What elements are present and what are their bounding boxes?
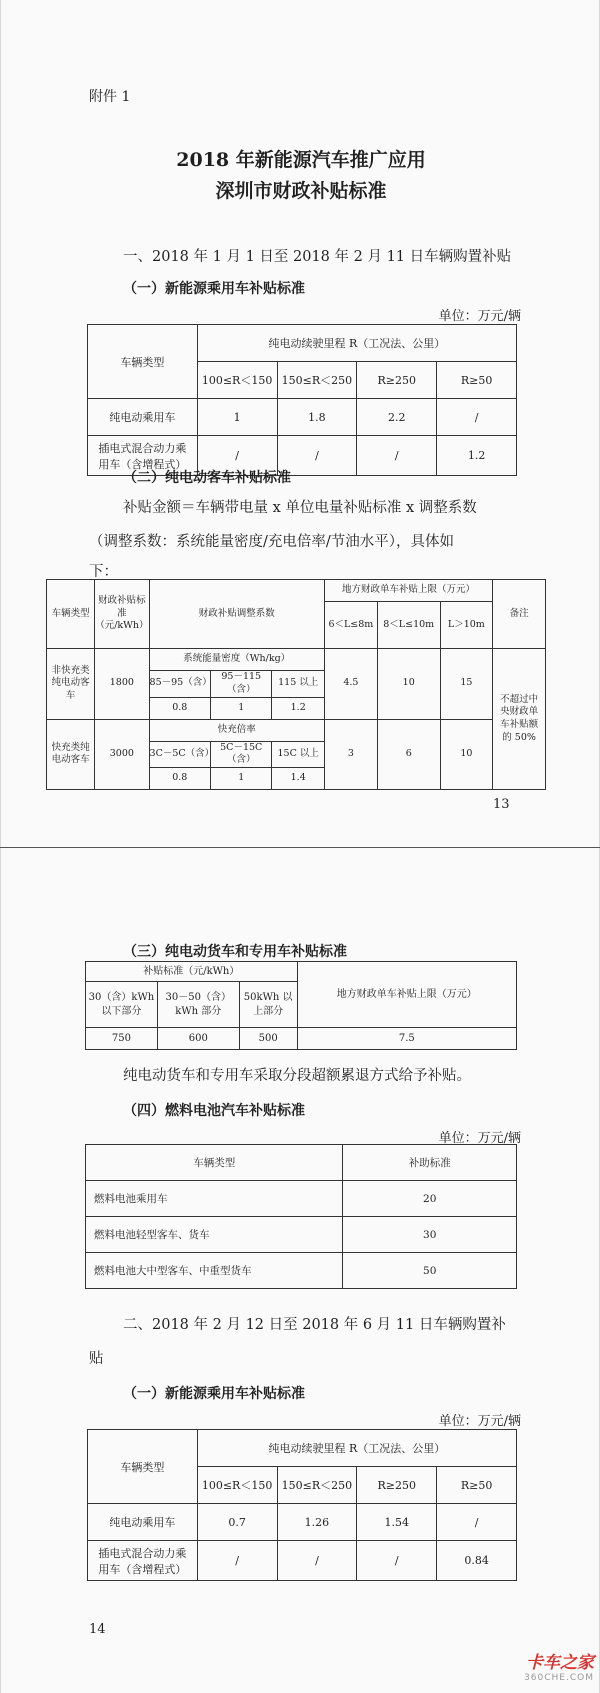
bus-subsidy-table — [46, 579, 546, 790]
coef-value: 1.2 — [272, 697, 324, 719]
watermark-main: 卡车之家 — [526, 1653, 594, 1673]
cell-value: 0.7 — [197, 1504, 277, 1541]
cell-value: 0.84 — [437, 1541, 517, 1581]
cell-value: 1 — [197, 399, 277, 436]
limit-value: 15 — [440, 649, 493, 720]
coef-range: 95－115（含） — [211, 671, 272, 698]
row-label: 纯电动乘用车 — [88, 399, 198, 436]
table-row — [88, 1541, 517, 1581]
header-vehicle-type: 车辆类型 — [88, 325, 198, 399]
header-std: 财政补贴标准（元/kWh） — [95, 580, 149, 649]
header-range: 纯电动续驶里程 R（工况法、公里） — [197, 325, 516, 362]
sub3-heading: （三）纯电动货车和专用车补贴标准 — [123, 944, 347, 960]
paragraph-line: 下： — [89, 564, 118, 580]
header-range-col: 100≤R＜150 — [197, 362, 277, 399]
header-note: 备注 — [493, 580, 546, 649]
coef-value: 0.8 — [149, 697, 210, 719]
row-label: 插电式混合动力乘用车（含增程式） — [88, 436, 198, 476]
row-std: 3000 — [95, 719, 149, 790]
coef-range: 3C－5C（含） — [149, 741, 210, 768]
cell-value: / — [437, 399, 517, 436]
passenger-car-table-2 — [87, 1429, 517, 1581]
table-row — [86, 1217, 517, 1253]
cell-value: / — [197, 1541, 277, 1581]
coef-title: 系统能量密度（Wh/kg） — [149, 649, 324, 671]
coef-range: 115 以上 — [272, 671, 324, 698]
header-coef: 财政补贴调整系数 — [149, 580, 324, 649]
header-limit-col: 8＜L≤10m — [377, 602, 440, 649]
passenger-car-table — [87, 324, 517, 476]
fuel-cell-table — [85, 1144, 517, 1289]
limit-value: 10 — [377, 649, 440, 720]
document-title-line1: 2018 年新能源汽车推广应用 — [176, 149, 426, 171]
header-range-col: R≥50 — [437, 1467, 517, 1504]
header-std: 补贴标准（元/kWh） — [86, 962, 298, 982]
cell-value: / — [277, 1541, 357, 1581]
note-cell: 不超过中央财政单车补贴额的 50% — [493, 649, 546, 790]
header-range-col: R≥50 — [437, 362, 517, 399]
header-range-col: 150≤R＜250 — [277, 1467, 357, 1504]
cell-value: 750 — [86, 1028, 158, 1050]
section1-heading: 一、2018 年 1 月 1 日至 2018 年 2 月 11 日车辆购置补贴 — [123, 249, 512, 265]
paragraph-line: （调整系数：系统能量密度/充电倍率/节油水平），具体如 — [89, 534, 455, 550]
cell-value: 20 — [343, 1181, 517, 1217]
annex-label: 附件 1 — [89, 89, 131, 105]
cell-value: 1.8 — [277, 399, 357, 436]
sub1-heading: （一）新能源乘用车补贴标准 — [123, 281, 305, 297]
document-page-14 — [0, 848, 600, 1693]
header-type: 车辆类型 — [47, 580, 95, 649]
cell-value: 600 — [157, 1028, 239, 1050]
header-limit-col: 6＜L≤8m — [324, 602, 377, 649]
page-number: 13 — [493, 797, 510, 812]
row-label: 燃料电池轻型客车、货车 — [86, 1217, 343, 1253]
paragraph-line: 补贴金额＝车辆带电量 x 单位电量补贴标准 x 调整系数 — [123, 500, 477, 516]
coef-range: 15C 以上 — [272, 741, 324, 768]
cell-value: / — [437, 1504, 517, 1541]
row-type: 快充类纯电动客车 — [47, 719, 95, 790]
row-type: 非快充类纯电动客车 — [47, 649, 95, 720]
header-limit: 地方财政单车补贴上限（万元） — [324, 580, 492, 602]
sub4-heading: （四）燃料电池汽车补贴标准 — [123, 1103, 305, 1119]
sub5-heading: （一）新能源乘用车补贴标准 — [123, 1386, 305, 1402]
header-col: 30－50（含）kWh 部分 — [157, 982, 239, 1028]
row-label: 燃料电池大中型客车、中重型货车 — [86, 1253, 343, 1289]
cell-value: / — [357, 436, 437, 476]
header-std: 补助标准 — [343, 1145, 517, 1181]
cell-value: 50 — [343, 1253, 517, 1289]
header-col: 50kWh 以上部分 — [239, 982, 297, 1028]
limit-value: 3 — [324, 719, 377, 790]
table-row — [47, 649, 546, 671]
row-label: 插电式混合动力乘用车（含增程式） — [88, 1541, 198, 1581]
section2-heading-line2: 贴 — [89, 1351, 104, 1367]
cell-value: 30 — [343, 1217, 517, 1253]
cell-value: / — [357, 1541, 437, 1581]
header-vehicle-type: 车辆类型 — [88, 1430, 198, 1504]
header-col: 30（含）kWh 以下部分 — [86, 982, 158, 1028]
limit-value: 6 — [377, 719, 440, 790]
cell-value: 7.5 — [297, 1028, 516, 1050]
table-row — [86, 1181, 517, 1217]
table-row — [86, 1028, 517, 1050]
paragraph-line: 纯电动货车和专用车采取分段超额累退方式给予补贴。 — [123, 1068, 471, 1084]
header-range-col: R≥250 — [357, 1467, 437, 1504]
unit-label: 单位：万元/辆 — [438, 1414, 521, 1429]
header-range-col: R≥250 — [357, 362, 437, 399]
cell-value: 1.26 — [277, 1504, 357, 1541]
limit-value: 10 — [440, 719, 493, 790]
header-type: 车辆类型 — [86, 1145, 343, 1181]
header-limit: 地方财政单车补贴上限（万元） — [297, 962, 516, 1028]
row-label: 燃料电池乘用车 — [86, 1181, 343, 1217]
row-label: 纯电动乘用车 — [88, 1504, 198, 1541]
limit-value: 4.5 — [324, 649, 377, 720]
cell-value: / — [197, 436, 277, 476]
coef-value: 1 — [211, 697, 272, 719]
cell-value: 1.2 — [437, 436, 517, 476]
cell-value: / — [277, 436, 357, 476]
watermark-sub: 360CHE.COM — [524, 1673, 594, 1683]
document-title-line2: 深圳市财政补贴标准 — [215, 180, 387, 202]
row-std: 1800 — [95, 649, 149, 720]
page-number: 14 — [89, 1622, 106, 1637]
header-limit-col: L＞10m — [440, 602, 493, 649]
coef-range: 5C－15C（含） — [211, 741, 272, 768]
sub2-heading: （二）纯电动客车补贴标准 — [123, 470, 291, 486]
coef-value: 1 — [211, 768, 272, 790]
section2-heading-line1: 二、2018 年 2 月 12 日至 2018 年 6 月 11 日车辆购置补 — [123, 1317, 506, 1333]
table-row — [47, 719, 546, 741]
table-row — [88, 1504, 517, 1541]
cell-value: 1.54 — [357, 1504, 437, 1541]
unit-label: 单位：万元/辆 — [438, 309, 521, 324]
coef-value: 0.8 — [149, 768, 210, 790]
unit-label: 单位：万元/辆 — [438, 1131, 521, 1146]
cell-value: 2.2 — [357, 399, 437, 436]
header-range-col: 100≤R＜150 — [197, 1467, 277, 1504]
watermark-logo — [524, 1648, 594, 1683]
coef-value: 1.4 — [272, 768, 324, 790]
table-row — [86, 1253, 517, 1289]
table-row — [88, 399, 517, 436]
coef-title: 快充倍率 — [149, 719, 324, 741]
truck-subsidy-table — [85, 961, 517, 1050]
header-range-col: 150≤R＜250 — [277, 362, 357, 399]
coef-range: 85－95（含） — [149, 671, 210, 698]
cell-value: 500 — [239, 1028, 297, 1050]
header-range: 纯电动续驶里程 R（工况法、公里） — [197, 1430, 516, 1467]
